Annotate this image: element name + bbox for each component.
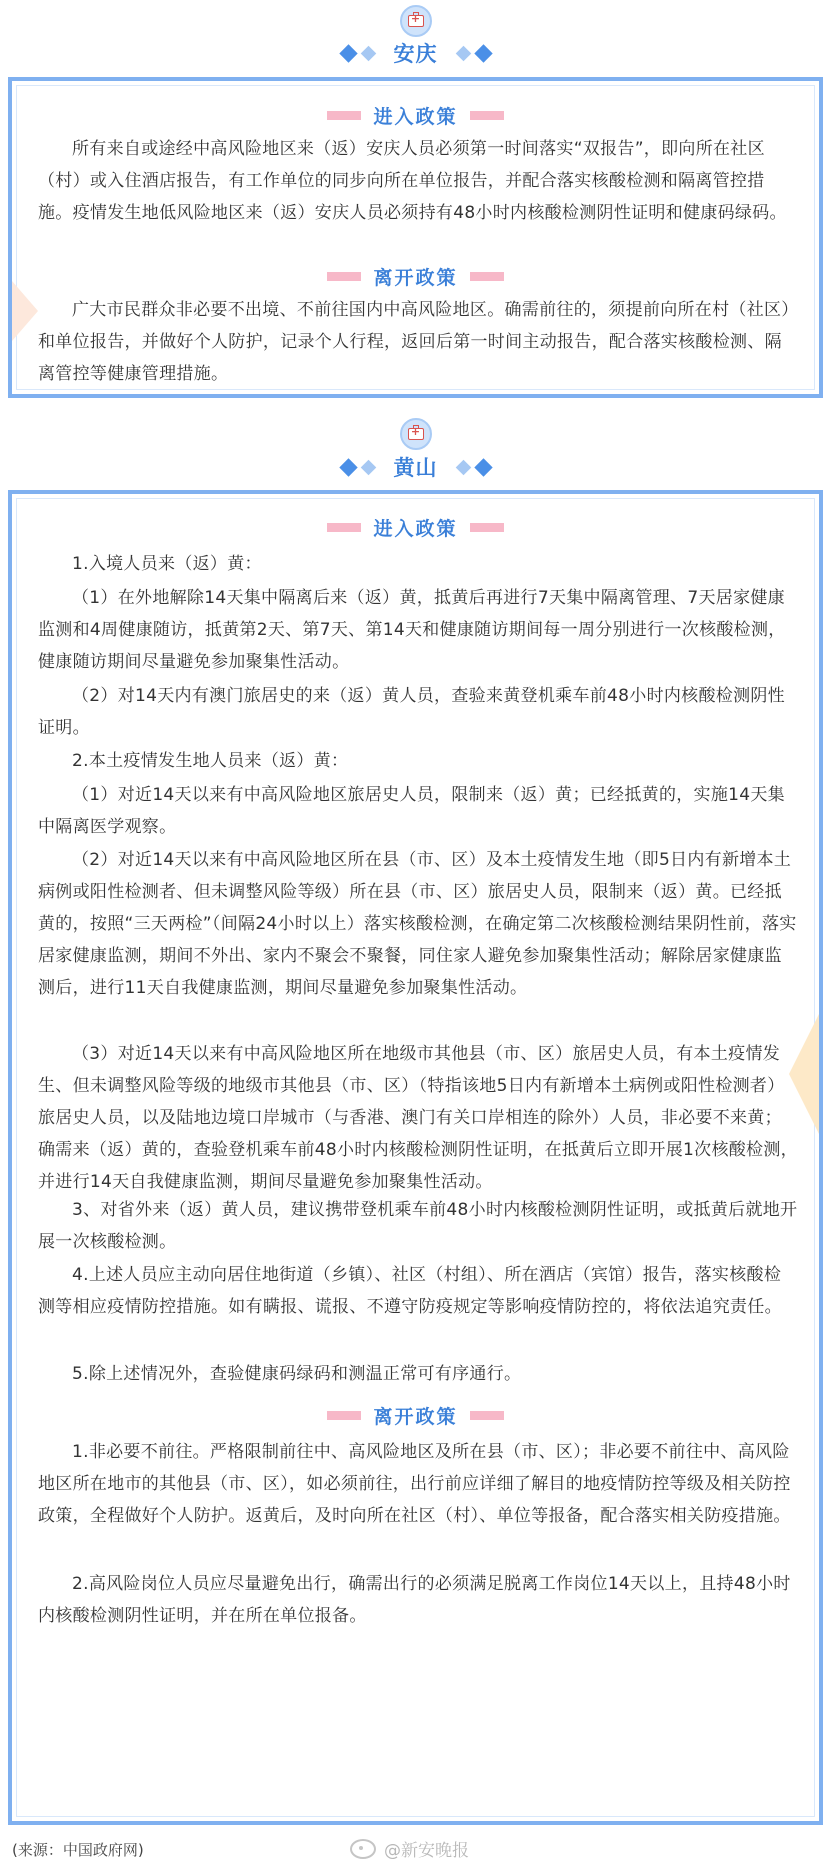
policy-paragraph: （1）对近14天以来有中高风险地区旅居史人员，限制来（返）黄；已经抵黄的，实施14天集中隔离医学观察。	[38, 785, 785, 837]
weibo-icon	[350, 1839, 376, 1859]
section-header-exit: 离开政策	[12, 1400, 819, 1430]
policy-paragraph: 4.上述人员应主动向居住地街道（乡镇）、社区（村组）、所在酒店（宾馆）报告，落实核酸检测等相应疫情防控措施。如有瞒报、谎报、不遵守防疫规定等影响疫情防控的，将依法追究责任。	[38, 1265, 782, 1317]
diamond-deco-left	[338, 461, 378, 474]
city-name: 安庆	[393, 42, 438, 66]
section-header-exit: 离开政策	[12, 261, 819, 291]
policy-paragraph: 所有来自或途经中高风险地区来（返）安庆人员必须第一时间落实“双报告”，即向所在社区（村）或入住酒店报告，有工作单位的同步向所在单位报告，并配合落实核酸检测和隔离管控措施。疫情发生地低风险地区来（返）安庆人员必须持有48小时内核酸检测阴性证明和健康码绿码。	[38, 139, 787, 223]
city-name: 黄山	[393, 456, 438, 480]
policy-paragraph: 2.本土疫情发生地人员来（返）黄：	[72, 751, 349, 771]
policy-paragraph: 2.高风险岗位人员应尽量避免出行，确需出行的必须满足脱离工作岗位14天以上，且持48小时内核酸检测阴性证明，并在所在单位报备。	[38, 1574, 791, 1626]
watermark-text: @新安晚报	[384, 1841, 469, 1861]
policy-paragraph: （3）对近14天以来有中高风险地区所在地级市其他县（市、区）旅居史人员，有本土疫情发生、但未调整风险等级的地级市其他县（市、区）（特指该地5日内有新增本土病例或阳性检测者）旅居史人员，以及陆地边境口岸城市（与香港、澳门有关口岸相连的除外）人员，非必要不来黄；确需来（返）黄的，查验登机乘车前48小时内核酸检测阴性证明，在抵黄后立即开展1次核酸检测，并进行14天自我健康监测，期间尽量避免参加聚集性活动。	[38, 1044, 798, 1192]
policy-paragraph: 5.除上述情况外，查验健康码绿码和测温正常可有序通行。	[72, 1364, 522, 1384]
city-title-huangshan	[0, 450, 831, 484]
policy-paragraph: 广大市民群众非必要不出境、不前往国内中高风险地区。确需前往的，须提前向所在村（社区）和单位报告，并做好个人防护，记录个人行程，返回后第一时间主动报告，配合落实核酸检测、隔离管控等健康管理措施。	[38, 300, 791, 384]
policy-paragraph: （2）对近14天以来有中高风险地区所在县（市、区）及本土疫情发生地（即5日内有新增本土病例或阳性检测者、但未调整风险等级）所在县（市、区）旅居史人员，限制来（返）黄。已经抵黄的，按照“三天两检”（间隔24小时以上）落实核酸检测，在确定第二次核酸检测结果阴性前，落实居家健康监测，期间不外出、家内不聚会不聚餐，同住家人避免参加聚集性活动；解除居家健康监测后，进行11天自我健康监测，期间尽量避免参加聚集性活动。	[38, 850, 797, 998]
city-title-anqing	[0, 36, 831, 70]
medical-kit-icon	[400, 5, 432, 37]
medical-kit-icon	[400, 418, 432, 450]
diamond-deco-left	[338, 47, 378, 60]
policy-paragraph: 3、对省外来（返）黄人员，建议携带登机乘车前48小时内核酸检测阴性证明，或抵黄后就地开展一次核酸检测。	[38, 1200, 798, 1252]
anqing-policy-panel	[8, 77, 823, 398]
section-header-entry: 进入政策	[12, 512, 819, 542]
policy-paragraph: （1）在外地解除14天集中隔离后来（返）黄，抵黄后再进行7天集中隔离管理、7天居家健康监测和4周健康随访，抵黄第2天、第7天、第14天和健康随访期间每一周分别进行一次核酸检测，健康随访期间尽量避免参加聚集性活动。	[38, 588, 786, 672]
policy-paragraph: （2）对14天内有澳门旅居史的来（返）黄人员，查验来黄登机乘车前48小时内核酸检测阴性证明。	[38, 686, 785, 738]
diamond-deco-right	[454, 461, 494, 474]
weibo-watermark	[350, 1836, 469, 1861]
policy-paragraph: 1.非必要不前往。严格限制前往中、高风险地区及所在县（市、区）；非必要不前往中、高风险地区所在地市的其他县（市、区），如必须前往，出行前应详细了解目的地疫情防控等级及相关防控政策，全程做好个人防护。返黄后，及时向所在社区（村）、单位等报备，配合落实相关防疫措施。	[38, 1442, 791, 1526]
diamond-deco-right	[454, 47, 494, 60]
huangshan-policy-panel	[8, 490, 823, 1825]
section-header-entry: 进入政策	[12, 100, 819, 130]
source-credit: (来源：中国政府网)	[12, 1841, 144, 1859]
policy-paragraph: 1.入境人员来（返）黄：	[72, 554, 262, 574]
